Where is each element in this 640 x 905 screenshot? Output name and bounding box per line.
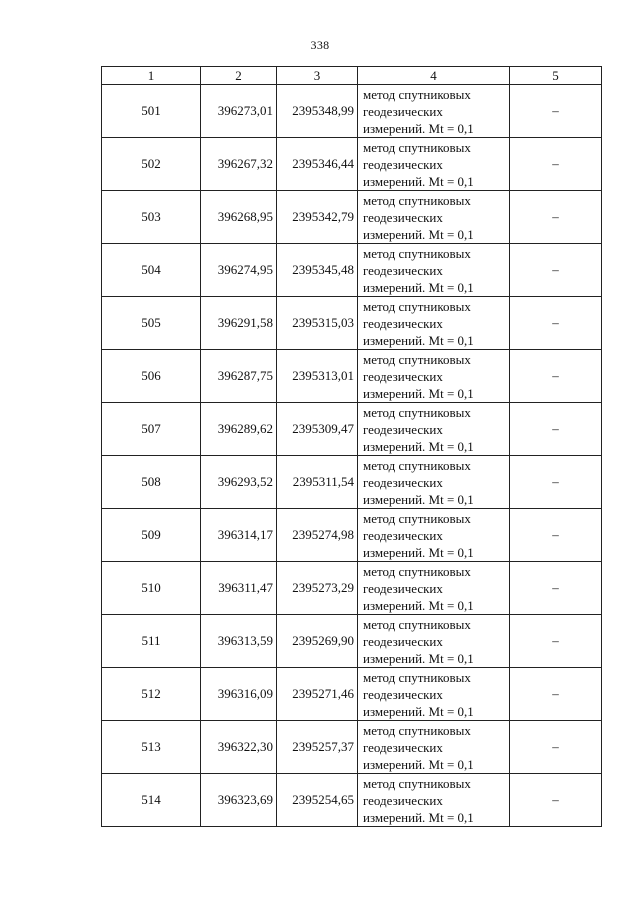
x-coordinate-cell: 396267,32 [201,138,277,191]
point-number-cell: 514 [102,774,201,827]
method-cell [358,668,510,721]
method-line: метод спутниковых [363,193,471,208]
table-row [102,244,602,297]
method-line: метод спутниковых [363,87,471,102]
table-row [102,350,602,403]
method-line: измерений. Mt = 0,1 [363,227,474,242]
method-line: измерений. Mt = 0,1 [363,598,474,613]
method-cell [358,403,510,456]
method-line: геодезических [363,157,443,172]
method-line: измерений. Mt = 0,1 [363,810,474,825]
note-cell: – [510,85,602,138]
table-row [102,509,602,562]
y-coordinate-cell: 2395313,01 [277,350,358,403]
y-coordinate-cell: 2395315,03 [277,297,358,350]
y-coordinate-cell: 2395274,98 [277,509,358,562]
y-coordinate-cell: 2395348,99 [277,85,358,138]
x-coordinate-cell: 396274,95 [201,244,277,297]
method-line: геодезических [363,316,443,331]
table-row [102,138,602,191]
x-coordinate-cell: 396323,69 [201,774,277,827]
x-coordinate-cell: 396289,62 [201,403,277,456]
method-cell [358,774,510,827]
y-coordinate-cell: 2395342,79 [277,191,358,244]
table-row [102,721,602,774]
x-coordinate-cell: 396268,95 [201,191,277,244]
header-col-1: 1 [102,67,201,85]
y-coordinate-cell: 2395346,44 [277,138,358,191]
point-number-cell: 507 [102,403,201,456]
point-number-cell: 509 [102,509,201,562]
method-line: метод спутниковых [363,617,471,632]
method-line: геодезических [363,687,443,702]
method-line: геодезических [363,528,443,543]
method-cell [358,721,510,774]
x-coordinate-cell: 396311,47 [201,562,277,615]
method-cell [358,191,510,244]
method-line: геодезических [363,369,443,384]
y-coordinate-cell: 2395269,90 [277,615,358,668]
method-cell [358,85,510,138]
point-number-cell: 501 [102,85,201,138]
x-coordinate-cell: 396287,75 [201,350,277,403]
method-line: геодезических [363,634,443,649]
x-coordinate-cell: 396273,01 [201,85,277,138]
note-cell: – [510,138,602,191]
y-coordinate-cell: 2395309,47 [277,403,358,456]
method-line: метод спутниковых [363,405,471,420]
table-row [102,85,602,138]
method-line: геодезических [363,793,443,808]
note-cell: – [510,191,602,244]
method-line: метод спутниковых [363,564,471,579]
method-cell [358,350,510,403]
method-cell [358,297,510,350]
method-line: метод спутниковых [363,246,471,261]
note-cell: – [510,615,602,668]
y-coordinate-cell: 2395345,48 [277,244,358,297]
note-cell: – [510,562,602,615]
table-row [102,297,602,350]
y-coordinate-cell: 2395271,46 [277,668,358,721]
point-number-cell: 503 [102,191,201,244]
table-row [102,456,602,509]
method-line: измерений. Mt = 0,1 [363,651,474,666]
header-col-4: 4 [358,67,510,85]
method-line: измерений. Mt = 0,1 [363,439,474,454]
x-coordinate-cell: 396313,59 [201,615,277,668]
point-number-cell: 513 [102,721,201,774]
method-line: метод спутниковых [363,723,471,738]
table-body [102,85,602,827]
table-row [102,615,602,668]
y-coordinate-cell: 2395311,54 [277,456,358,509]
y-coordinate-cell: 2395273,29 [277,562,358,615]
method-line: метод спутниковых [363,299,471,314]
method-line: измерений. Mt = 0,1 [363,545,474,560]
method-cell [358,456,510,509]
method-line: измерений. Mt = 0,1 [363,492,474,507]
method-cell [358,509,510,562]
table-row [102,668,602,721]
note-cell: – [510,774,602,827]
method-line: геодезических [363,581,443,596]
method-line: метод спутниковых [363,140,471,155]
y-coordinate-cell: 2395254,65 [277,774,358,827]
method-cell [358,615,510,668]
method-line: геодезических [363,104,443,119]
x-coordinate-cell: 396316,09 [201,668,277,721]
table-row [102,191,602,244]
x-coordinate-cell: 396293,52 [201,456,277,509]
point-number-cell: 506 [102,350,201,403]
point-number-cell: 510 [102,562,201,615]
method-cell [358,562,510,615]
table-row [102,774,602,827]
header-col-3: 3 [277,67,358,85]
note-cell: – [510,721,602,774]
point-number-cell: 505 [102,297,201,350]
method-line: геодезических [363,210,443,225]
method-line: геодезических [363,263,443,278]
header-col-5: 5 [510,67,602,85]
note-cell: – [510,403,602,456]
method-line: метод спутниковых [363,458,471,473]
page-number: 338 [310,38,330,52]
method-line: метод спутниковых [363,352,471,367]
point-number-cell: 504 [102,244,201,297]
method-cell [358,244,510,297]
note-cell: – [510,456,602,509]
method-line: измерений. Mt = 0,1 [363,757,474,772]
method-line: геодезических [363,422,443,437]
table-row [102,562,602,615]
note-cell: – [510,350,602,403]
method-line: метод спутниковых [363,511,471,526]
method-line: измерений. Mt = 0,1 [363,280,474,295]
header-row [102,67,602,85]
method-line: геодезических [363,740,443,755]
method-line: измерений. Mt = 0,1 [363,174,474,189]
point-number-cell: 502 [102,138,201,191]
table-row [102,403,602,456]
x-coordinate-cell: 396314,17 [201,509,277,562]
method-line: измерений. Mt = 0,1 [363,704,474,719]
note-cell: – [510,509,602,562]
method-line: измерений. Mt = 0,1 [363,386,474,401]
point-number-cell: 508 [102,456,201,509]
point-number-cell: 512 [102,668,201,721]
method-line: метод спутниковых [363,670,471,685]
coordinates-table [101,66,602,827]
method-line: метод спутниковых [363,776,471,791]
note-cell: – [510,244,602,297]
point-number-cell: 511 [102,615,201,668]
x-coordinate-cell: 396291,58 [201,297,277,350]
method-line: измерений. Mt = 0,1 [363,121,474,136]
y-coordinate-cell: 2395257,37 [277,721,358,774]
header-col-2: 2 [201,67,277,85]
method-cell [358,138,510,191]
method-line: геодезических [363,475,443,490]
table-header [102,67,602,85]
note-cell: – [510,297,602,350]
x-coordinate-cell: 396322,30 [201,721,277,774]
note-cell: – [510,668,602,721]
method-line: измерений. Mt = 0,1 [363,333,474,348]
